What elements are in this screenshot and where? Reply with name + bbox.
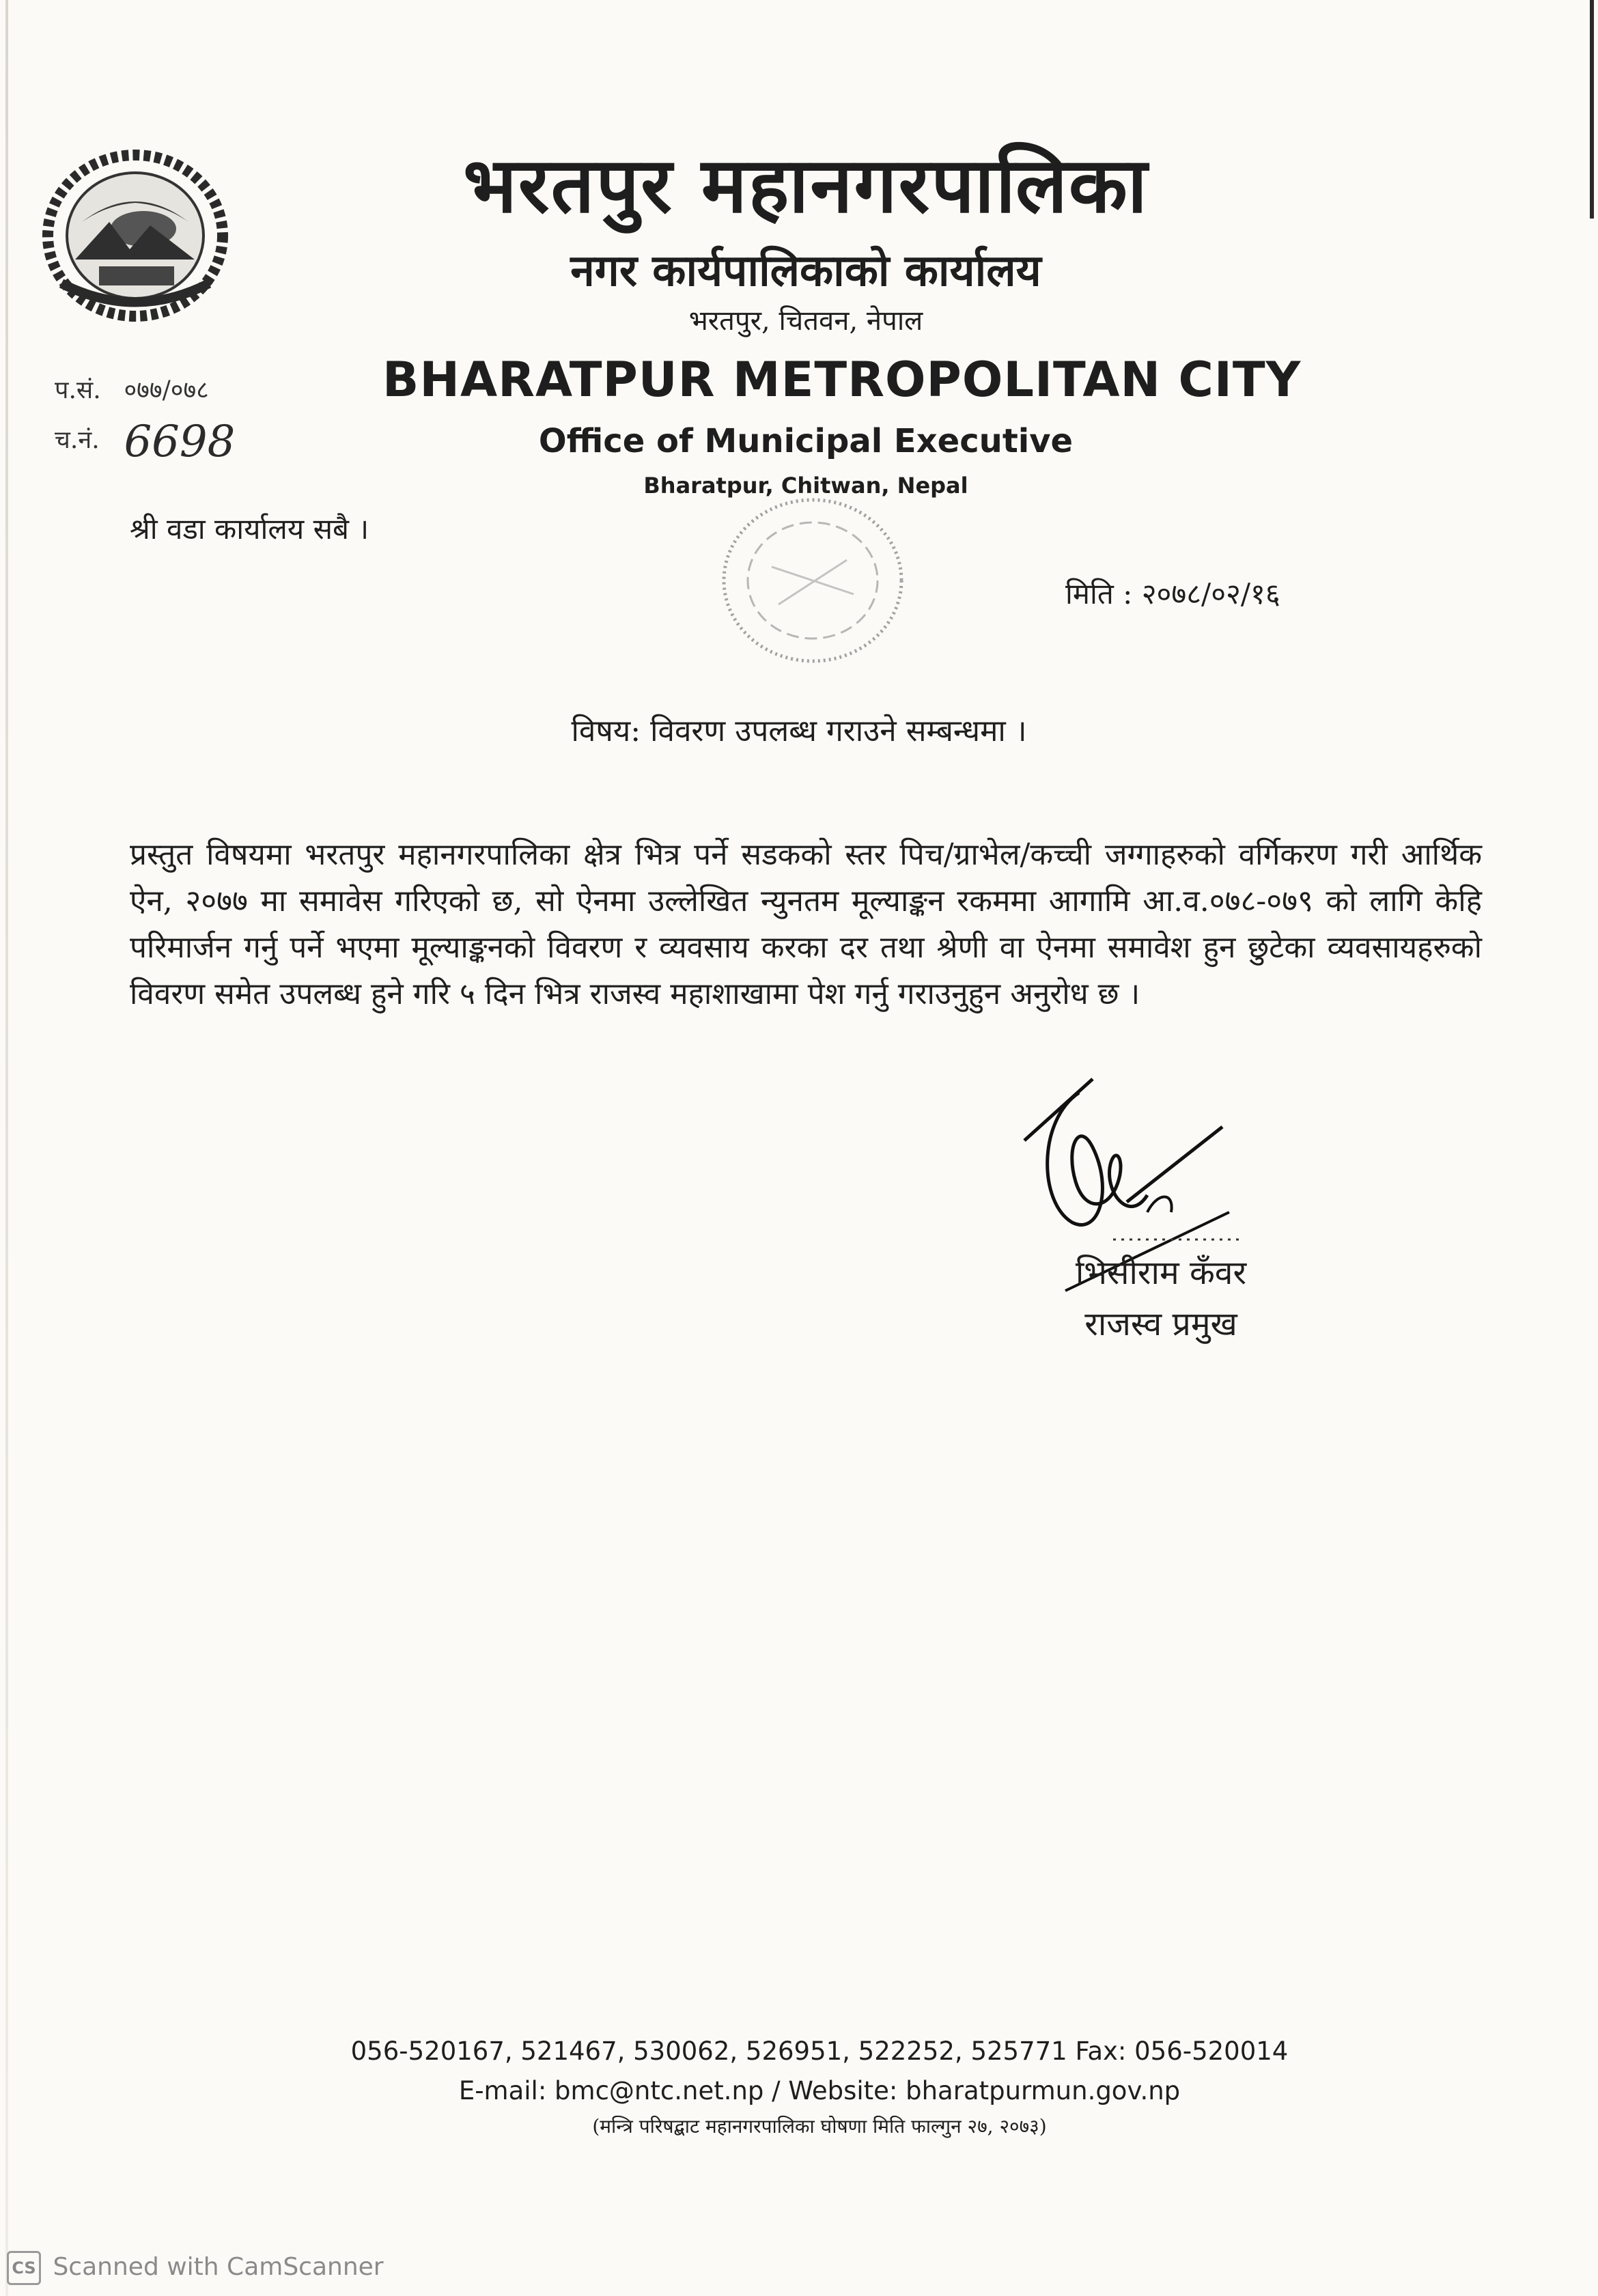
dispatch-number-label: च.नं. (55, 426, 100, 454)
dispatch-number-value: 6698 (124, 417, 236, 467)
recipient-line: श्री वडा कार्यालय सबै । (130, 512, 369, 546)
office-stamp (697, 478, 929, 683)
fiscal-year-label: प.सं. (55, 376, 101, 404)
footer-email-website: E-mail: bmc@ntc.net.np / Website: bharatpurmun.gov.np (458, 2076, 1181, 2105)
office-subtitle-english: Office of Municipal Executive (538, 422, 1074, 460)
footer-declaration: (मन्त्रि परिषद्बाट महानगरपालिका घोषणा मिति फाल्गुन २७, २०७३) (592, 2115, 1047, 2138)
fiscal-year-value: ०७७/०७८ (124, 376, 209, 404)
scanner-watermark (7, 2251, 384, 2285)
date-value: २०७८/०२/१६ (1141, 577, 1280, 611)
signatory-name: भिसीराम कँवर (1075, 1254, 1247, 1292)
subject-line: विषय: विवरण उपलब्ध गराउने सम्बन्धमा । (571, 714, 1027, 748)
scanner-watermark-text: Scanned with CamScanner (53, 2253, 384, 2281)
office-title-english: BHARATPUR METROPOLITAN CITY (382, 352, 1302, 408)
date-label: मिति : (1065, 577, 1133, 611)
office-address-nepali: भरतपुर, चितवन, नेपाल (688, 305, 923, 337)
office-address-english: Bharatpur, Chitwan, Nepal (643, 473, 968, 499)
office-subtitle-nepali: नगर कार्यपालिकाको कार्यालय (570, 245, 1041, 296)
office-title-nepali: भरतपुर महानगरपालिका (463, 141, 1149, 230)
fiscal-year-ref (55, 372, 209, 406)
letter-body: प्रस्तुत विषयमा भरतपुर महानगरपालिका क्षेत्र भित्र पर्ने सडकको स्तर पिच/ग्राभेल/कच्ची जग्गाहरुको वर्गिकरण गरी आर्थिक ऐन, २०७७ मा समावेस गरिएको छ, सो ऐनमा उल्लेखित न्युनतम मूल्याङ्कन रकममा आगामि आ.व.०७८-०७९ को लागि केहि परिमार्जन गर्नु पर्ने भएमा मूल्याङ्कनको विवरण र व्यवसाय करका दर तथा श्रेणी वा ऐनमा समावेश हुन छुटेका व्यवसायहरुको विवरण समेत उपलब्ध हुने गरि ५ दिन भित्र राजस्व महाशाखामा पेश गर्नु गराउनुहुन अनुरोध छ । (130, 837, 1482, 1011)
letter-date (1065, 574, 1280, 613)
page-edge (5, 0, 8, 2296)
signatory-title: राजस्व प्रमुख (1084, 1305, 1237, 1343)
dispatch-number-ref (55, 417, 235, 467)
scan-edge (1590, 0, 1594, 219)
footer-phone-fax: 056-520167, 521467, 530062, 526951, 522252, 525771 Fax: 056-520014 (350, 2036, 1289, 2066)
emblem-logo (34, 140, 236, 328)
camscanner-logo-icon: CS (7, 2251, 41, 2285)
